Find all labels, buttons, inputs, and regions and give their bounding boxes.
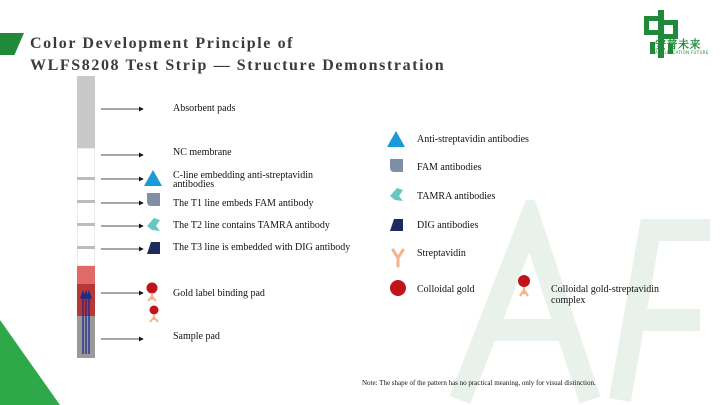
title-line-2: WLFS8208 Test Strip — Structure Demonstration [30,57,446,74]
dig-antibody-icon [147,242,160,254]
label-t2: The T2 line contains TAMRA antibody [173,220,330,231]
gold-strep-complex-icon-1 [147,283,158,302]
legend-colloidal-gold-label: Colloidal gold [417,284,475,295]
label-sample-pad: Sample pad [173,331,220,342]
legend-streptavidin-label: Streptavidin [417,248,466,259]
legend-streptavidin-icon [393,250,403,266]
legend-complex-icon [518,275,530,296]
label-c-line [173,170,313,190]
legend-anti-streptavidin-icon [387,131,405,147]
tamra-antibody-icon [147,218,160,231]
legend-colloidal-gold-icon [390,280,406,296]
label-absorbent: Absorbent pads [173,103,236,114]
legend-anti-streptavidin-label: Anti-streptavidin antibodies [417,134,529,145]
legend-complex-label [551,284,659,306]
legend-dig-label: DIG antibodies [417,220,479,231]
logo-name: 安普未来 [655,38,701,51]
gold-strep-complex-icon-2 [150,306,159,323]
label-t3: The T3 line is embedded with DIG antibody [173,242,351,253]
label-nc-membrane: NC membrane [173,147,232,158]
footnote: Note: The shape of the pattern has no practical meaning, only for visual distinction. [362,379,596,387]
legend-dig-icon [390,219,403,231]
legend-tamra-label: TAMRA antibodies [417,191,496,202]
logo-subtitle: AMPLIFICATION FUTURE [655,50,709,55]
legend-fam-label: FAM antibodies [417,162,482,173]
anti-streptavidin-icon [144,170,162,186]
title-line-1: Color Development Principle of [30,35,295,52]
fam-antibody-icon [147,193,160,206]
label-gold-pad: Gold label binding pad [173,288,265,299]
label-t1: The T1 line embeds FAM antibody [173,198,314,209]
legend-complex-label-1: Colloidal gold-streptavidin [551,284,660,295]
label-c-line-2: antibodies [173,179,215,190]
legend-complex-label-2: complex [551,295,586,306]
legend-tamra-icon [390,188,403,201]
legend-fam-icon [390,159,403,172]
label-c-line-1: C-line embedding anti-streptavidin [173,170,313,181]
